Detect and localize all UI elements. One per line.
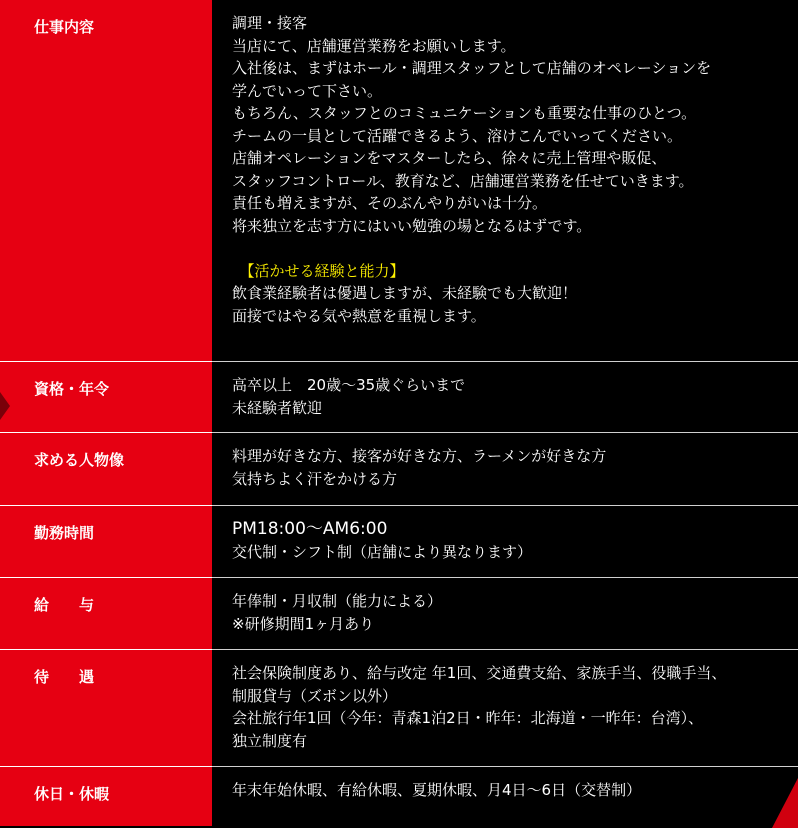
content-line: 当店にて、店舗運営業務をお願いします。	[232, 36, 516, 55]
row-holidays	[0, 767, 798, 826]
skills-heading: 【活かせる経験と能力】	[232, 261, 405, 280]
content-line	[232, 237, 798, 260]
content-line: 独立制度有	[232, 731, 308, 750]
content-line: 責任も増えますが、そのぶんやりがいは十分。	[232, 194, 548, 212]
content-line: 飲食業経験者は優遇しますが、未経験でも大歓迎！	[232, 284, 578, 302]
row-content	[212, 767, 798, 826]
row-job-description	[0, 0, 798, 362]
content-line: 店舗オペレーションをマスターしたら、徐々に売上管理や販促、	[232, 149, 667, 167]
content-line: 制服貸与（ズボン以外）	[232, 686, 398, 705]
row-benefits	[0, 650, 798, 767]
row-desired-person	[0, 433, 798, 506]
row-label: 勤務時間	[0, 506, 212, 578]
content-line: もちろん、スタッフとのコミュニケーションも重要な仕事のひとつ。	[232, 104, 697, 122]
content-line: 年末年始休暇、有給休暇、夏期休暇、月4日〜6日（交替制）	[232, 781, 642, 799]
row-working-hours	[0, 506, 798, 578]
row-label: 休日・休暇	[0, 767, 212, 826]
row-label: 給 与	[0, 578, 212, 650]
content-line: 社会保険制度あり、給与改定 年1回、交通費支給、家族手当、役職手当、	[232, 664, 727, 682]
row-content	[212, 578, 798, 650]
row-label: 待 遇	[0, 650, 212, 767]
row-qualification-age	[0, 362, 798, 433]
content-line: 調理・接客	[232, 14, 308, 32]
row-content	[212, 362, 798, 433]
row-salary	[0, 578, 798, 650]
content-line: 会社旅行年1回（今年：青森1泊2日・昨年：北海道・一昨年：台湾）、	[232, 709, 704, 727]
content-line: 面接ではやる気や熱意を重視します。	[232, 306, 486, 325]
content-line: スタッフコントロール、教育など、店舗運営業務を任せていきます。	[232, 171, 694, 190]
content-line: 交代制・シフト制（店舗により異なります）	[232, 542, 533, 561]
content-line: 学んでいって下さい。	[232, 81, 383, 100]
content-line: 高卒以上 20歳〜35歳ぐらいまで	[232, 376, 466, 394]
content-line: 未経験者歓迎	[232, 398, 323, 417]
decorative-red-shape	[0, 392, 10, 420]
content-line: ※研修期間1ヶ月あり	[232, 614, 375, 633]
decorative-red-shape	[772, 778, 798, 828]
content-line: チームの一員として活躍できるよう、溶けこんでいってください。	[232, 126, 683, 145]
row-content	[212, 506, 798, 578]
content-line: 料理が好きな方、接客が好きな方、ラーメンが好きな方	[232, 447, 607, 465]
content-line: 将来独立を志す方にはいい勉強の場となるはずです。	[232, 216, 592, 235]
content-line: 年俸制・月収制（能力による）	[232, 592, 443, 610]
content-line: 入社後は、まずはホール・調理スタッフとして店舗のオペレーションを	[232, 59, 712, 77]
row-label: 仕事内容	[0, 0, 212, 362]
row-label: 資格・年令	[0, 362, 212, 433]
content-line: 気持ちよく汗をかける方	[232, 469, 398, 488]
row-label: 求める人物像	[0, 433, 212, 506]
row-content	[212, 0, 798, 362]
row-content	[212, 433, 798, 506]
row-content	[212, 650, 798, 767]
content-line: PM18:00〜AM6:00	[232, 519, 388, 539]
